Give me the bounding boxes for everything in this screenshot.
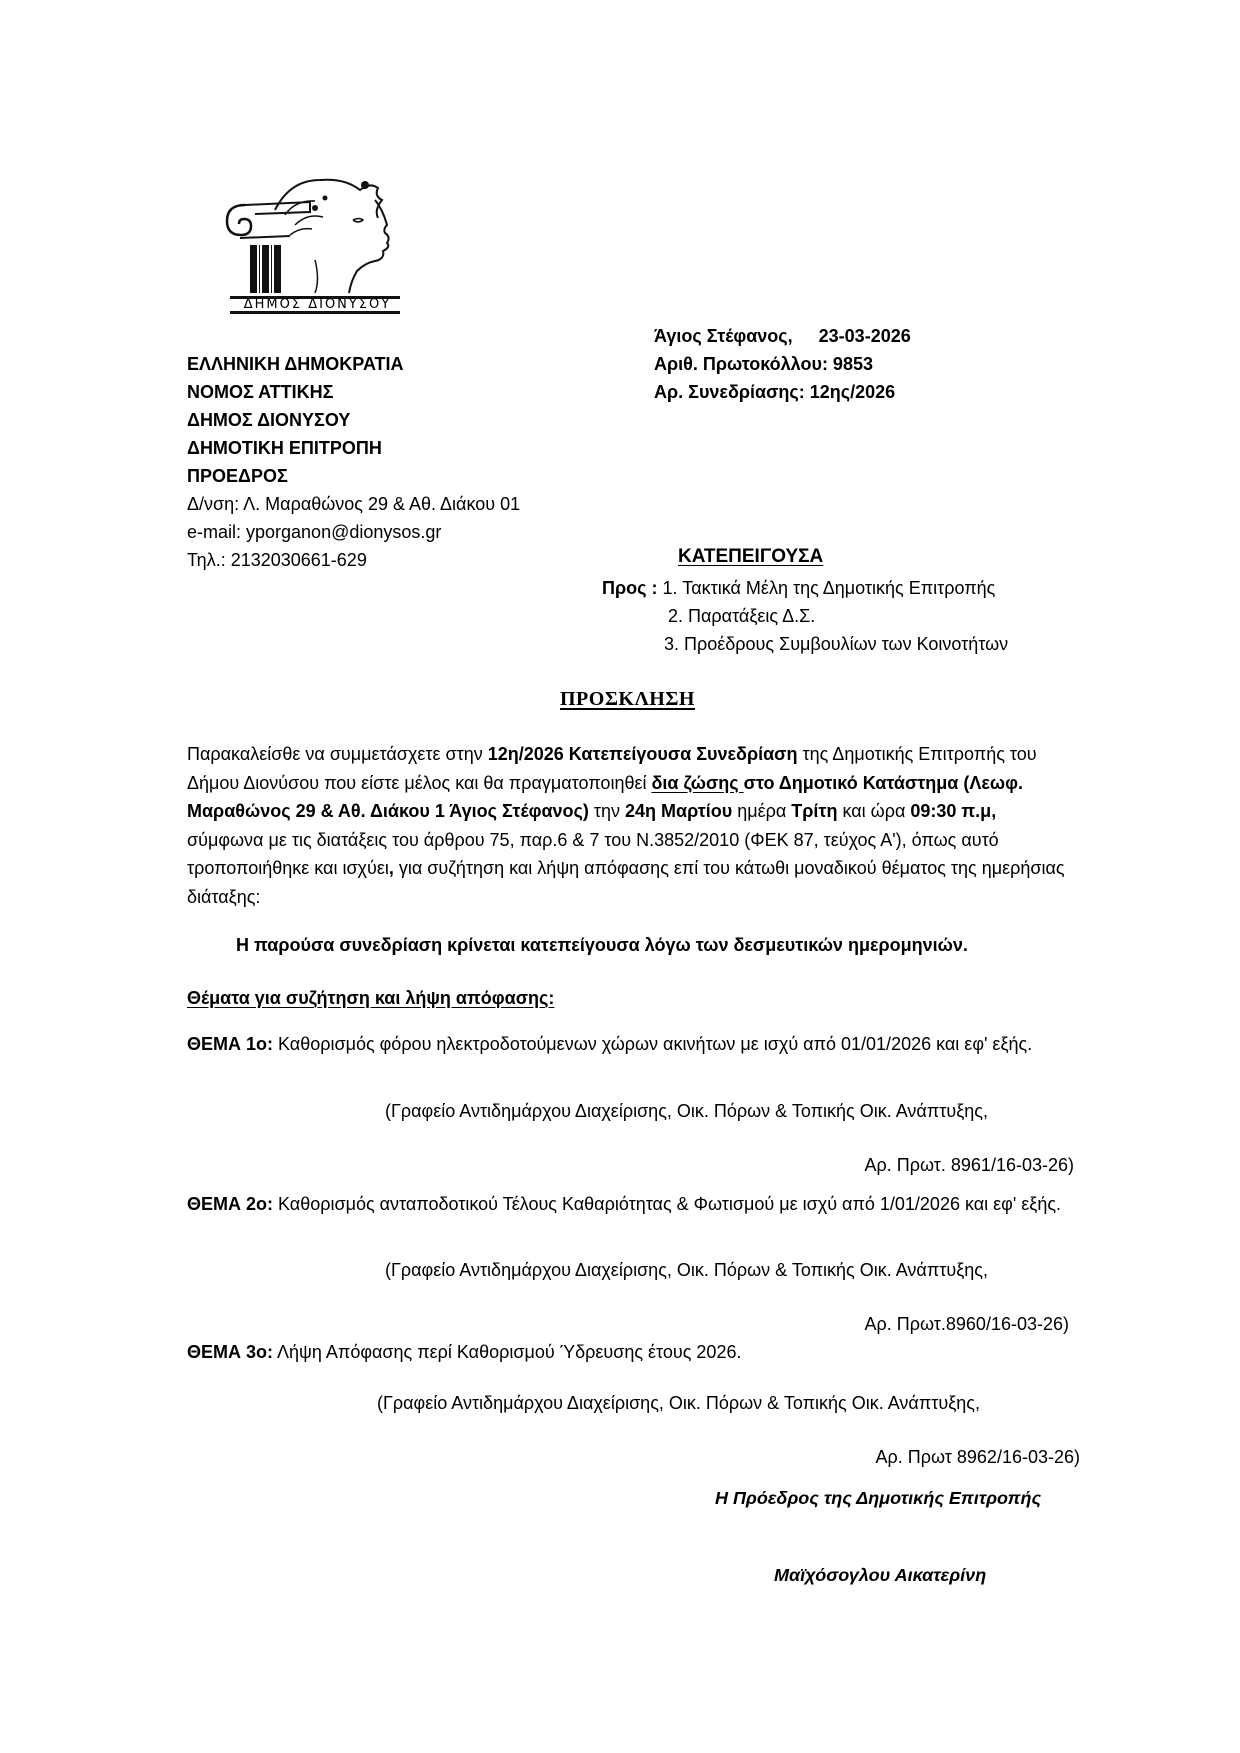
topic-label: ΘΕΜΑ 3ο:	[187, 1342, 274, 1362]
text-run: της Δημοτικής Επιτροπής του Δήμου Διονύσου που είστε μέλος και θα πραγματοποιηθεί	[187, 744, 1037, 793]
issuer-email: e-mail: yporganon@dionysos.gr	[187, 522, 442, 542]
text-run: Παρακαλείσθε να συμμετάσχετε στην	[187, 744, 488, 764]
topic-text: Καθορισμός φόρου ηλεκτροδοτούμενων χώρων ακινήτων με ισχύ από 01/01/2026 και εφ' εξής.	[273, 1034, 1033, 1054]
text-run: την	[588, 801, 626, 821]
meeting-date: 24η Μαρτίου	[625, 801, 733, 821]
issuer-phone: Τηλ.: 2132030661-629	[187, 550, 367, 570]
recipients-label: Προς :	[602, 578, 658, 598]
document-meta	[654, 322, 911, 406]
recipient-item: 1. Τακτικά Μέλη της Δημοτικής Επιτροπής	[662, 578, 996, 598]
in-person-mode: δια ζώσης	[651, 772, 744, 793]
recipient-item: 3. Προέδρους Συμβουλίων των Κοινοτήτων	[664, 634, 1009, 654]
recipient-item: 2. Παρατάξεις Δ.Σ.	[668, 606, 816, 626]
signatory-name: Μαϊχόσογλου Αικατερίνη	[774, 1565, 987, 1585]
topic-office: (Γραφείο Αντιδημάρχου Διαχείρισης, Οικ. Πόρων & Τοπικής Οικ. Ανάπτυξης,	[385, 1101, 988, 1121]
topic-text: Καθορισμός ανταποδοτικού Τέλους Καθαριότητας & Φωτισμού με ισχύ από 1/01/2026 και εφ' εξής.	[273, 1194, 1062, 1214]
text-run: ημέρα	[732, 801, 792, 821]
text-run: σύμφωνα με τις διατάξεις του άρθρου 75, παρ.6 & 7 του Ν.3852/2010 (ΦΕΚ 87, τεύχος Α'), όπως αυτό τροποποιήθηκε και ισχύει	[187, 829, 999, 878]
meeting-day: Τρίτη	[791, 801, 838, 821]
signatory-title: Η Πρόεδρος της Δημοτικής Επιτροπής	[715, 1488, 1042, 1508]
place: Άγιος Στέφανος,	[654, 326, 793, 346]
municipality-logo	[215, 150, 410, 315]
topic-item	[187, 1190, 1087, 1218]
topic-item	[187, 1030, 1087, 1058]
place-date-line	[654, 322, 911, 350]
dionysos-logo-icon	[215, 150, 410, 315]
document-title: ΠΡΟΣΚΛΗΣΗ	[560, 688, 695, 710]
topic-reference: Αρ. Πρωτ.8960/16-03-26)	[864, 1314, 1069, 1334]
text-run: ,	[388, 858, 394, 878]
meeting-venue: στο Δημοτικό Κατάστημα (Λεωφ. Μαραθώνος 29 & Αθ. Διάκου 1 Άγιος Στέφανος)	[187, 772, 1024, 821]
session-number: Αρ. Συνεδρίασης: 12ης/2026	[654, 382, 896, 402]
text-run: για συζήτηση και λήψη απόφασης επί του κάτωθι μοναδικού θέματος της ημερήσιας διάταξης:	[187, 858, 1065, 907]
topics-heading: Θέματα για συζήτηση και λήψη απόφασης:	[187, 988, 555, 1008]
topic-reference: Αρ. Πρωτ. 8961/16-03-26)	[864, 1155, 1074, 1175]
issuer-line-municipality: ΔΗΜΟΣ ΔΙΟΝΥΣΟΥ	[187, 410, 351, 430]
document-date: 23-03-2026	[818, 326, 911, 346]
logo-text: ΔΗΜΟΣ ΔΙΟΝΥΣΟΥ	[243, 297, 392, 312]
session-name: 12η/2026 Κατεπείγουσα Συνεδρίαση	[487, 744, 798, 764]
issuer-line-president: ΠΡΟΕΔΡΟΣ	[187, 466, 288, 486]
topic-text: Λήψη Απόφασης περί Καθορισμού Ύδρευσης έτους 2026.	[273, 1342, 742, 1362]
issuer-block	[187, 350, 520, 574]
issuer-line-country: ΕΛΛΗΝΙΚΗ ΔΗΜΟΚΡΑΤΙΑ	[187, 354, 404, 374]
topic-office: (Γραφείο Αντιδημάρχου Διαχείρισης, Οικ. Πόρων & Τοπικής Οικ. Ανάπτυξης,	[377, 1393, 980, 1413]
topic-label: ΘΕΜΑ 2ο:	[187, 1194, 274, 1214]
recipients	[602, 574, 1008, 658]
recipient-row	[602, 574, 1008, 602]
issuer-line-committee: ΔΗΜΟΤΙΚΗ ΕΠΙΤΡΟΠΗ	[187, 438, 382, 458]
protocol-number: Αριθ. Πρωτοκόλλου: 9853	[654, 354, 873, 374]
topic-item	[187, 1338, 1087, 1366]
topic-reference: Αρ. Πρωτ 8962/16-03-26)	[875, 1447, 1080, 1467]
issuer-address: Δ/νση: Λ. Μαραθώνος 29 & Αθ. Διάκου 01	[187, 494, 521, 514]
meeting-time: 09:30 π.μ,	[910, 801, 997, 821]
issuer-line-prefecture: ΝΟΜΟΣ ΑΤΤΙΚΗΣ	[187, 382, 334, 402]
text-run: και ώρα	[837, 801, 911, 821]
invitation-paragraph	[187, 740, 1077, 911]
urgency-note: Η παρούσα συνεδρίαση κρίνεται κατεπείγουσα λόγω των δεσμευτικών ημερομηνιών.	[236, 935, 968, 955]
topic-office: (Γραφείο Αντιδημάρχου Διαχείρισης, Οικ. Πόρων & Τοπικής Οικ. Ανάπτυξης,	[385, 1260, 988, 1280]
urgent-label: ΚΑΤΕΠΕΙΓΟΥΣΑ	[678, 546, 824, 567]
topic-label: ΘΕΜΑ 1ο:	[187, 1034, 274, 1054]
